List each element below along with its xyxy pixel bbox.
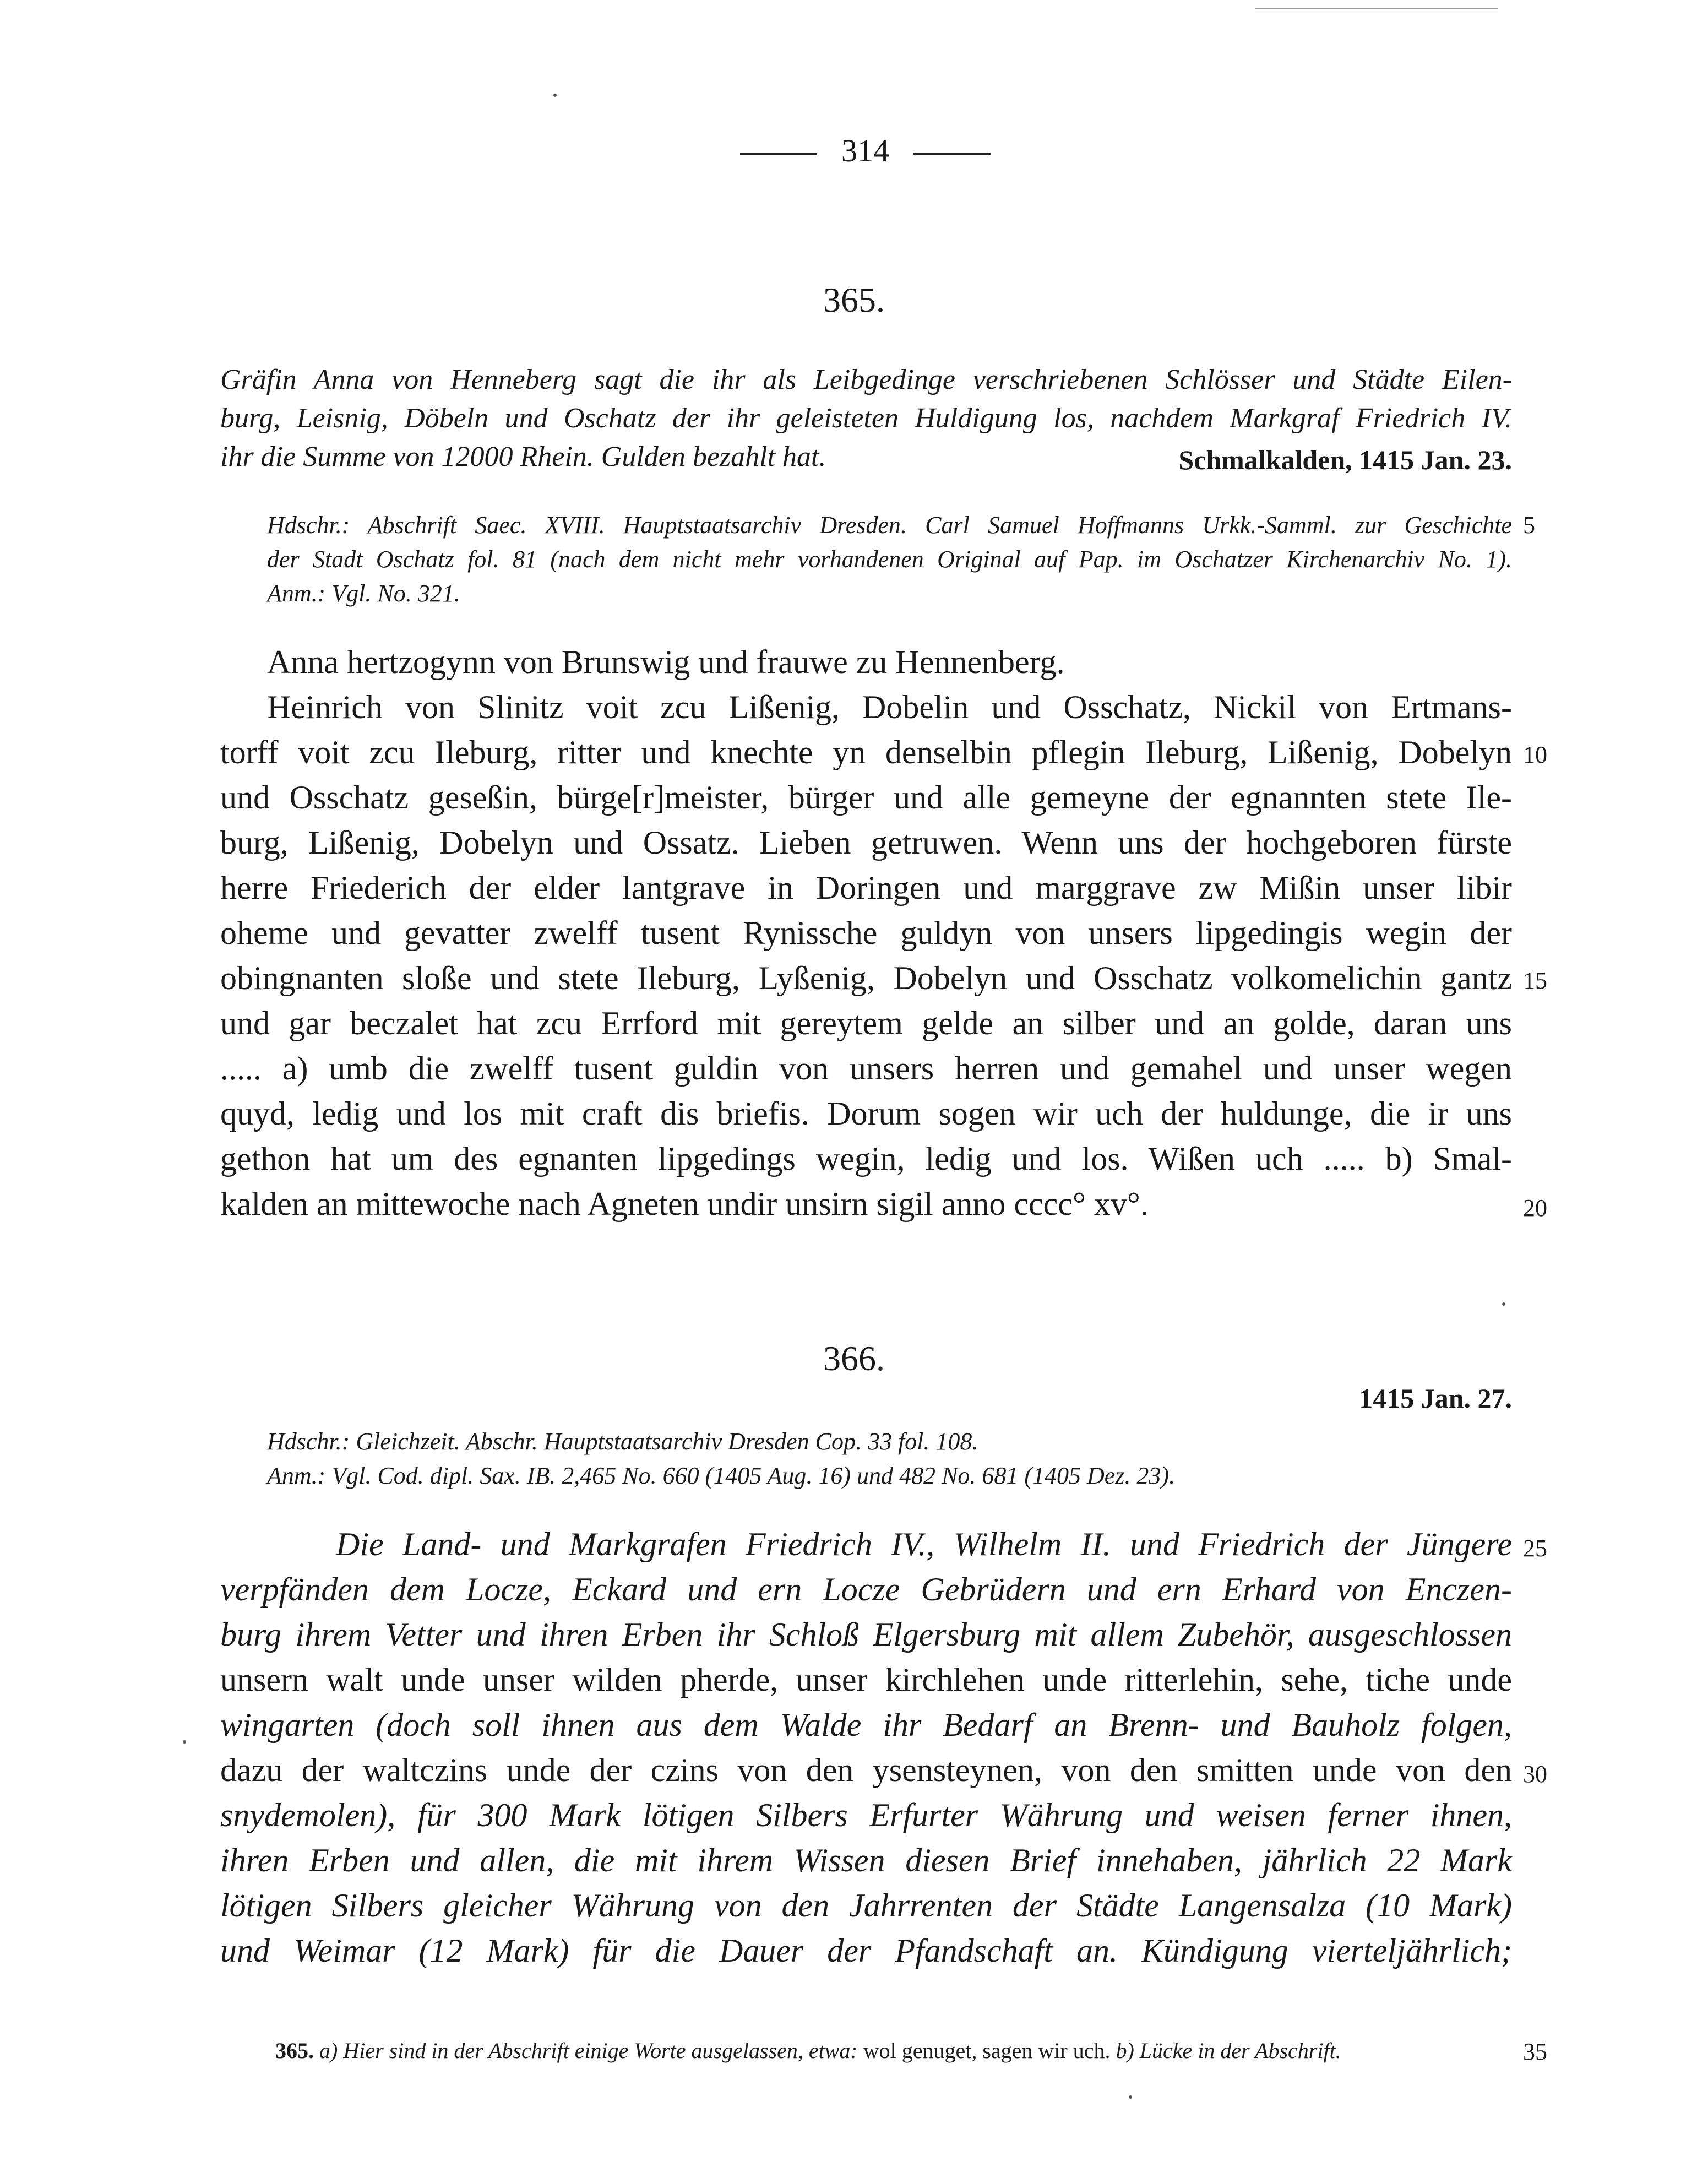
footnote — [275, 2038, 1512, 2063]
text-line: kalden an mittewoche nach Agneten undir unsirn sigil anno cccc° xv°. — [220, 1186, 1149, 1222]
document-number-365: 365. — [823, 280, 885, 319]
text-line: und Weimar (12 Mark) für die Dauer der Pfandschaft an. Kündigung vierteljährlich; — [220, 1932, 1512, 1969]
text-line: und Osschatz geseßin, bürge[r]meister, bürger und alle gemeyne der egnannten stete Ile- — [220, 779, 1512, 816]
text-line: und gar beczalet hat zcu Errford mit gereytem gelde an silber und an golde, daran uns — [220, 1005, 1512, 1041]
text-line: Heinrich von Slinitz voit zcu Lißenig, Dobelin und Osschatz, Nickil von Ertmans- — [267, 689, 1512, 725]
line-number: 5 — [1523, 512, 1535, 539]
text-line: obingnanten sloße und stete Ileburg, Lyßenig, Dobelyn und Osschatz volkomelichin gantz — [220, 960, 1512, 996]
apparatus-line: Hdschr.: Gleichzeit. Abschr. Hauptstaatsarchiv Dresden Cop. 33 fol. 108. — [267, 1428, 978, 1455]
scan-speck — [183, 1740, 186, 1744]
scan-edge-mark — [1255, 8, 1498, 9]
text-line: quyd, ledig und los mit craft dis briefis. Dorum sogen wir uch der huldunge, die ir uns — [220, 1095, 1512, 1132]
footnote-a-label: a) Hier sind in der Abschrift einige Worte ausgelassen, etwa: — [319, 2038, 858, 2063]
text-line: torff voit zcu Ileburg, ritter und knechte yn denselbin pflegin Ileburg, Lißenig, Dobelyn — [220, 734, 1512, 770]
line-number: 15 — [1523, 967, 1547, 994]
scan-speck — [1502, 1302, 1505, 1306]
text-line: ..... a) umb die zwelff tusent guldin von unsers herren und gemahel und unser wegen — [220, 1050, 1512, 1087]
text-line: unsern walt unde unser wilden pherde, unser kirchlehen unde ritterlehin, sehe, tiche unde — [220, 1661, 1512, 1698]
page-number: 314 — [716, 132, 992, 169]
regest-line: Gräfin Anna von Henneberg sagt die ihr als Leibgedinge verschriebenen Schlösser und Städte Eilen- — [220, 364, 1512, 395]
text-line: gethon hat um des egnanten lipgedings wegin, ledig und los. Wißen uch ..... b) Smal- — [220, 1141, 1512, 1177]
text-line: herre Friederich der elder lantgrave in Doringen und marggrave zw Mißin unser libir — [220, 870, 1512, 906]
footnote-a-quote: wol genuget, sagen wir uch. — [863, 2038, 1111, 2063]
text-line: burg ihrem Vetter und ihren Erben ihr Schloß Elgersburg mit allem Zubehör, ausgeschlossen — [220, 1616, 1512, 1653]
text-line: Die Land- und Markgrafen Friedrich IV., Wilhelm II. und Friedrich der Jüngere — [336, 1526, 1512, 1562]
text-line: burg, Lißenig, Dobelyn und Ossatz. Lieben getruwen. Wenn uns der hochgeboren fürste — [220, 824, 1512, 861]
text-line: wingarten (doch soll ihnen aus dem Walde ihr Bedarf an Brenn- und Bauholz folgen, — [220, 1707, 1512, 1743]
regest-line: burg, Leisnig, Döbeln und Oschatz der ihr geleisteten Huldigung los, nachdem Markgraf Friedrich IV. — [220, 403, 1512, 434]
text-line: oheme und gevatter zwelff tusent Rynissche guldyn von unsers lipgedingis wegin der — [220, 915, 1512, 951]
text-line: snydemolen), für 300 Mark lötigen Silbers Erfurter Währung und weisen ferner ihnen, — [220, 1797, 1512, 1833]
regest-line: ihr die Summe von 12000 Rhein. Gulden bezahlt hat. — [220, 441, 826, 473]
text-line: ihren Erben und allen, die mit ihrem Wissen diesen Brief innehaben, jährlich 22 Mark — [220, 1842, 1512, 1878]
text-line: Anna hertzogynn von Brunswig und frauwe zu Hennenberg. — [267, 644, 1065, 680]
line-number: 30 — [1523, 1761, 1547, 1788]
scan-speck — [1129, 2095, 1132, 2099]
footnote-b: b) Lücke in der Abschrift. — [1116, 2038, 1341, 2063]
apparatus-line: der Stadt Oschatz fol. 81 (nach dem nicht mehr vorhandenen Original auf Pap. im Oschatzer Kirchenarchiv No. 1). — [267, 546, 1512, 573]
footnote-ref: 365. — [275, 2038, 314, 2063]
place-date-365: Schmalkalden, 1415 Jan. 23. — [1178, 444, 1512, 475]
line-number: 25 — [1523, 1535, 1547, 1562]
document-number-366: 366. — [823, 1339, 885, 1378]
line-number: 35 — [1523, 2038, 1547, 2065]
text-line: verpfänden dem Locze, Eckard und ern Locze Gebrüdern und ern Erhard von Enczen- — [220, 1571, 1512, 1608]
apparatus-line: Anm.: Vgl. No. 321. — [267, 580, 460, 607]
line-number: 10 — [1523, 741, 1547, 768]
line-number: 20 — [1523, 1194, 1547, 1221]
text-line: lötigen Silbers gleicher Währung von den Jahrrenten der Städte Langensalza (10 Mark) — [220, 1887, 1512, 1924]
date-366: 1415 Jan. 27. — [1359, 1383, 1512, 1414]
apparatus-line: Anm.: Vgl. Cod. dipl. Sax. IB. 2,465 No. 660 (1405 Aug. 16) und 482 No. 681 (1405 Dez. 23). — [267, 1462, 1176, 1489]
scan-speck — [553, 94, 557, 97]
text-line: dazu der waltczins unde der czins von den ysensteynen, von den smitten unde von den — [220, 1752, 1512, 1788]
apparatus-line: Hdschr.: Abschrift Saec. XVIII. Hauptstaatsarchiv Dresden. Carl Samuel Hoffmanns Urkk.-Samml. zur Geschichte — [267, 512, 1512, 539]
